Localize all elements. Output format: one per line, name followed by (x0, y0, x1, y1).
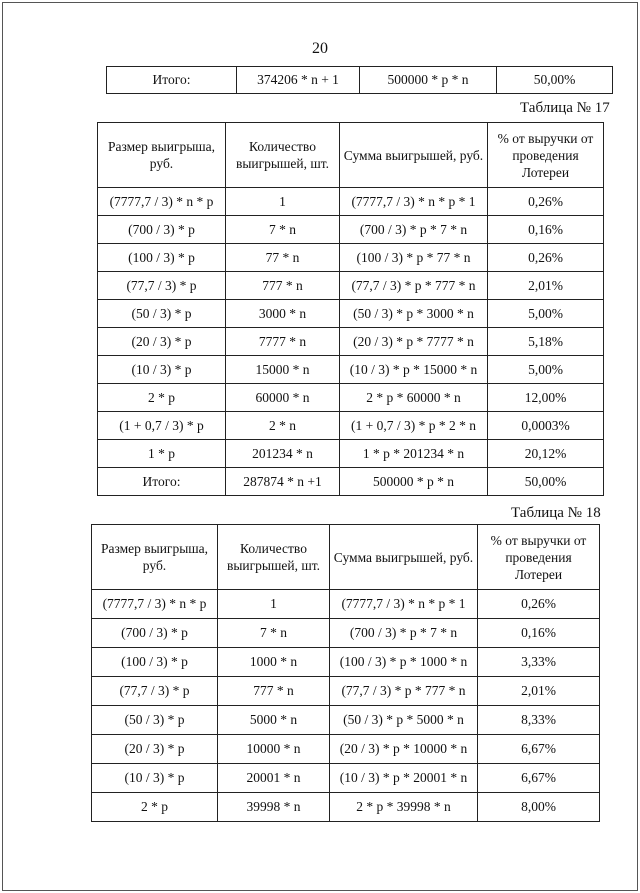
table-row (92, 590, 600, 619)
table-17-caption: Таблица № 17 (520, 100, 610, 116)
table-row (98, 440, 604, 468)
table-cell: (700 / 3) * p (98, 216, 226, 244)
table-header-row (92, 525, 600, 590)
table-cell: 287874 * n +1 (226, 468, 340, 496)
table-row (92, 677, 600, 706)
table-cell: (77,7 / 3) * p (98, 272, 226, 300)
table-cell: (77,7 / 3) * p * 777 * n (330, 677, 478, 706)
continuation-table (106, 66, 613, 94)
table-cell: (20 / 3) * p * 7777 * n (340, 328, 488, 356)
table-cell: (10 / 3) * p (92, 764, 218, 793)
table-cell: (10 / 3) * p * 15000 * n (340, 356, 488, 384)
table-cell: 77 * n (226, 244, 340, 272)
table-row (98, 188, 604, 216)
table-cell: (1 + 0,7 / 3) * p * 2 * n (340, 412, 488, 440)
table-cell: 500000 * p * n (360, 67, 497, 94)
table-cell: (700 / 3) * p (92, 619, 218, 648)
table-cell: 500000 * p * n (340, 468, 488, 496)
table-cell: 2 * p (98, 384, 226, 412)
table-18 (91, 524, 600, 822)
table-row (98, 300, 604, 328)
table-cell: (700 / 3) * p * 7 * n (330, 619, 478, 648)
table-row (98, 328, 604, 356)
table-cell: (7777,7 / 3) * n * p * 1 (330, 590, 478, 619)
table-row-total (107, 67, 613, 94)
table-cell: 5,00% (488, 300, 604, 328)
column-header: % от выручки от проведения Лотереи (488, 123, 604, 188)
table-cell: 2 * p (92, 793, 218, 822)
table-cell: 0,26% (478, 590, 600, 619)
table-cell: 2 * p * 60000 * n (340, 384, 488, 412)
table-row (92, 735, 600, 764)
table-cell: 3,33% (478, 648, 600, 677)
table-row (98, 412, 604, 440)
table-cell: (77,7 / 3) * p (92, 677, 218, 706)
table-cell: (100 / 3) * p (98, 244, 226, 272)
table-cell: 6,67% (478, 764, 600, 793)
table-row (98, 272, 604, 300)
table-cell: Итого: (98, 468, 226, 496)
table-cell: (20 / 3) * p (98, 328, 226, 356)
table-cell: 2 * n (226, 412, 340, 440)
table-row (92, 764, 600, 793)
table-row (92, 793, 600, 822)
table-cell: Итого: (107, 67, 237, 94)
table-cell: (20 / 3) * p * 10000 * n (330, 735, 478, 764)
table-row (98, 384, 604, 412)
column-header: Сумма выигрышей, руб. (330, 525, 478, 590)
table-row (92, 648, 600, 677)
table-cell: 8,00% (478, 793, 600, 822)
table-row (92, 619, 600, 648)
table-cell: 1 (226, 188, 340, 216)
table-cell: (1 + 0,7 / 3) * p (98, 412, 226, 440)
table-cell: (7777,7 / 3) * n * p (92, 590, 218, 619)
table-cell: 1 * p (98, 440, 226, 468)
table-cell: 15000 * n (226, 356, 340, 384)
table-cell: (20 / 3) * p (92, 735, 218, 764)
table-cell: 8,33% (478, 706, 600, 735)
table-cell: 2 * p * 39998 * n (330, 793, 478, 822)
table-cell: 5,00% (488, 356, 604, 384)
table-row (98, 468, 604, 496)
column-header: Размер выигрыша, руб. (98, 123, 226, 188)
table-cell: 0,16% (488, 216, 604, 244)
table-row (98, 216, 604, 244)
table-cell: (100 / 3) * p * 77 * n (340, 244, 488, 272)
table-cell: 20001 * n (218, 764, 330, 793)
column-header: Сумма выигрышей, руб. (340, 123, 488, 188)
table-cell: 0,26% (488, 244, 604, 272)
column-header: Размер выигрыша, руб. (92, 525, 218, 590)
table-cell: 20,12% (488, 440, 604, 468)
column-header: Количество выигрышей, шт. (226, 123, 340, 188)
table-cell: 7 * n (226, 216, 340, 244)
table-cell: 10000 * n (218, 735, 330, 764)
table-cell: (50 / 3) * p * 5000 * n (330, 706, 478, 735)
column-header: Количество выигрышей, шт. (218, 525, 330, 590)
table-cell: 777 * n (226, 272, 340, 300)
table-row (98, 356, 604, 384)
table-cell: 1000 * n (218, 648, 330, 677)
table-cell: 7777 * n (226, 328, 340, 356)
table-cell: (50 / 3) * p * 3000 * n (340, 300, 488, 328)
table-cell: 7 * n (218, 619, 330, 648)
page-number: 20 (312, 40, 328, 57)
table-17 (97, 122, 604, 496)
table-cell: 2,01% (478, 677, 600, 706)
table-cell: (77,7 / 3) * p * 777 * n (340, 272, 488, 300)
table-cell: 5,18% (488, 328, 604, 356)
table-cell: 5000 * n (218, 706, 330, 735)
table-cell: 50,00% (488, 468, 604, 496)
table-cell: 0,26% (488, 188, 604, 216)
table-cell: 2,01% (488, 272, 604, 300)
table-cell: (50 / 3) * p (98, 300, 226, 328)
table-cell: 374206 * n + 1 (237, 67, 360, 94)
table-cell: 3000 * n (226, 300, 340, 328)
table-cell: (50 / 3) * p (92, 706, 218, 735)
table-18-caption: Таблица № 18 (511, 505, 601, 521)
table-cell: (100 / 3) * p * 1000 * n (330, 648, 478, 677)
table-cell: (10 / 3) * p (98, 356, 226, 384)
table-cell: (7777,7 / 3) * n * p * 1 (340, 188, 488, 216)
table-cell: 6,67% (478, 735, 600, 764)
table-row (92, 706, 600, 735)
table-cell: 60000 * n (226, 384, 340, 412)
table-cell: 39998 * n (218, 793, 330, 822)
table-cell: 1 * p * 201234 * n (340, 440, 488, 468)
table-cell: (10 / 3) * p * 20001 * n (330, 764, 478, 793)
table-cell: 0,0003% (488, 412, 604, 440)
table-row (98, 244, 604, 272)
table-cell: 50,00% (497, 67, 613, 94)
table-cell: 201234 * n (226, 440, 340, 468)
table-cell: (7777,7 / 3) * n * p (98, 188, 226, 216)
table-cell: (700 / 3) * p * 7 * n (340, 216, 488, 244)
table-cell: 1 (218, 590, 330, 619)
table-header-row (98, 123, 604, 188)
table-cell: (100 / 3) * p (92, 648, 218, 677)
table-cell: 0,16% (478, 619, 600, 648)
column-header: % от выручки от проведения Лотереи (478, 525, 600, 590)
table-cell: 12,00% (488, 384, 604, 412)
table-cell: 777 * n (218, 677, 330, 706)
